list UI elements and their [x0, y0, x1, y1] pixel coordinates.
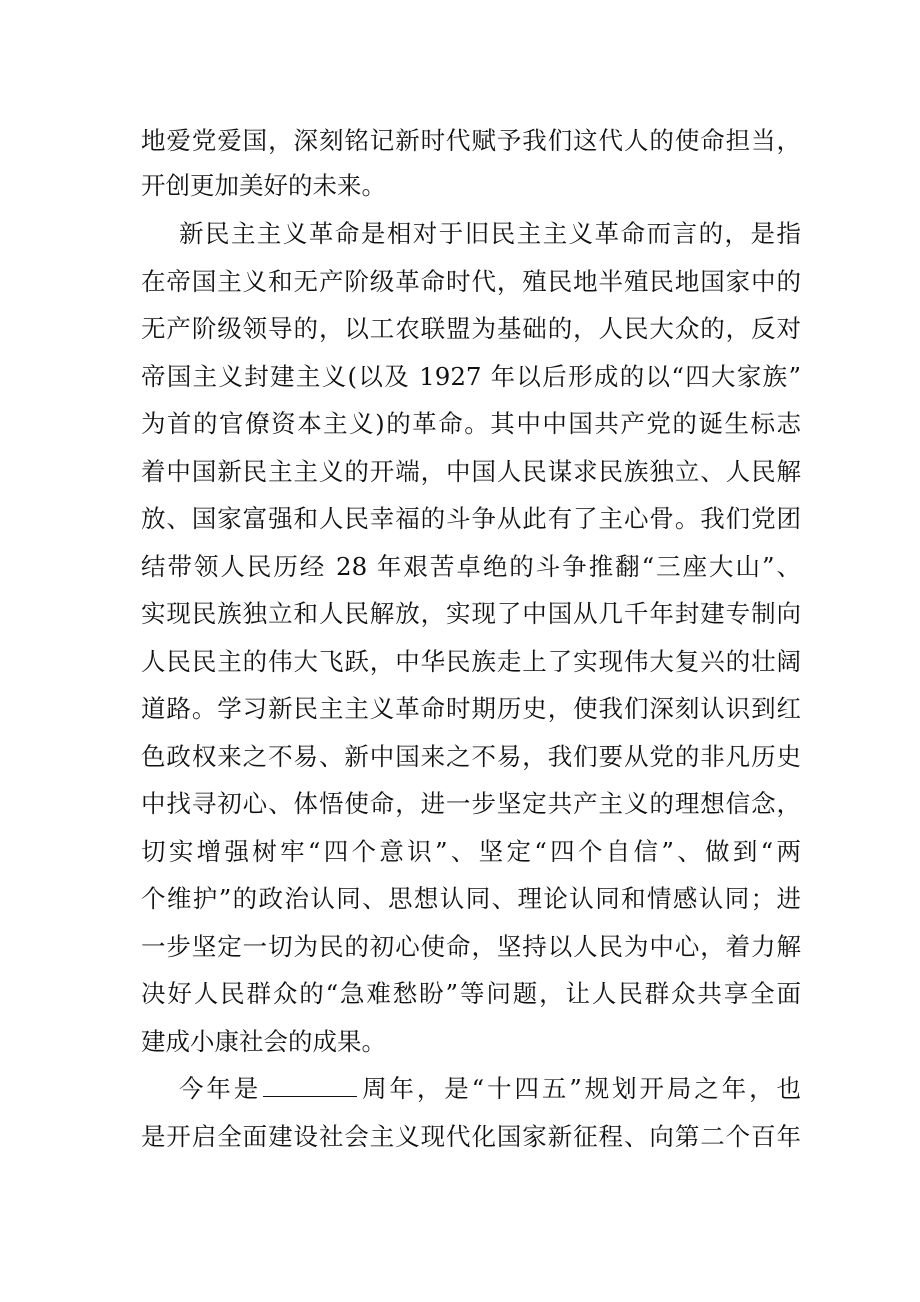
paragraph-2-line-14: 切实增强树牢“四个意识”、坚定“四个自信”、做到“两 — [141, 837, 801, 866]
paragraph-2-line-5: 为首的官僚资本主义)的革命。其中中国共产党的诞生标志 — [141, 409, 801, 438]
paragraph-3-line-1 — [179, 1069, 801, 1109]
paragraph-2-line-3: 无产阶级领导的，以工农联盟为基础的，人民大众的，反对 — [141, 314, 801, 343]
paragraph-2-line-7: 放、国家富强和人民幸福的斗争从此有了主心骨。我们党团 — [141, 504, 801, 533]
paragraph-2-line-17: 决好人民群众的“急难愁盼”等问题，让人民群众共享全面 — [141, 979, 801, 1008]
paragraph-1-line-2: 开创更加美好的未来。 — [141, 171, 386, 200]
paragraph-2-line-2: 在帝国主义和无产阶级革命时代，殖民地半殖民地国家中的 — [141, 267, 801, 296]
paragraph-2-line-10: 人民民主的伟大飞跃，中华民族走上了实现伟大复兴的壮阔 — [141, 647, 801, 676]
paragraph-3-after-blank: 周年，是“十四五”规划开局之年，也 — [359, 1074, 801, 1103]
paragraph-3-line-2: 是开启全面建设社会主义现代化国家新征程、向第二个百年 — [141, 1122, 801, 1151]
paragraph-2-line-11: 道路。学习新民主主义革命时期历史，使我们深刻认识到红 — [141, 694, 801, 723]
paragraph-2-line-8: 结带领人民历经 28 年艰苦卓绝的斗争推翻“三座大山”、 — [141, 552, 801, 581]
paragraph-2-line-9: 实现民族独立和人民解放，实现了中国从几千年封建专制向 — [141, 599, 801, 628]
paragraph-2-line-1: 新民主主义革命是相对于旧民主主义革命而言的，是指 — [179, 219, 801, 248]
fill-in-blank — [263, 1072, 357, 1097]
paragraph-2-line-4: 帝国主义封建主义(以及 1927 年以后形成的以“四大家族” — [141, 362, 801, 391]
paragraph-2-line-6: 着中国新民主主义的开端，中国人民谋求民族独立、人民解 — [141, 457, 801, 486]
paragraph-3-before-blank: 今年是 — [179, 1074, 262, 1103]
paragraph-2-line-16: 一步坚定一切为民的初心使命，坚持以人民为中心，着力解 — [141, 932, 801, 961]
paragraph-2-line-18: 建成小康社会的成果。 — [141, 1027, 386, 1056]
paragraph-1-line-1: 地爱党爱国，深刻铭记新时代赋予我们这代人的使命担当， — [141, 126, 801, 155]
paragraph-2-line-12: 色政权来之不易、新中国来之不易，我们要从党的非凡历史 — [141, 742, 801, 771]
paragraph-2-line-13: 中找寻初心、体悟使命，进一步坚定共产主义的理想信念， — [141, 789, 801, 818]
paragraph-2-line-15: 个维护”的政治认同、思想认同、理论认同和情感认同；进 — [141, 884, 801, 913]
